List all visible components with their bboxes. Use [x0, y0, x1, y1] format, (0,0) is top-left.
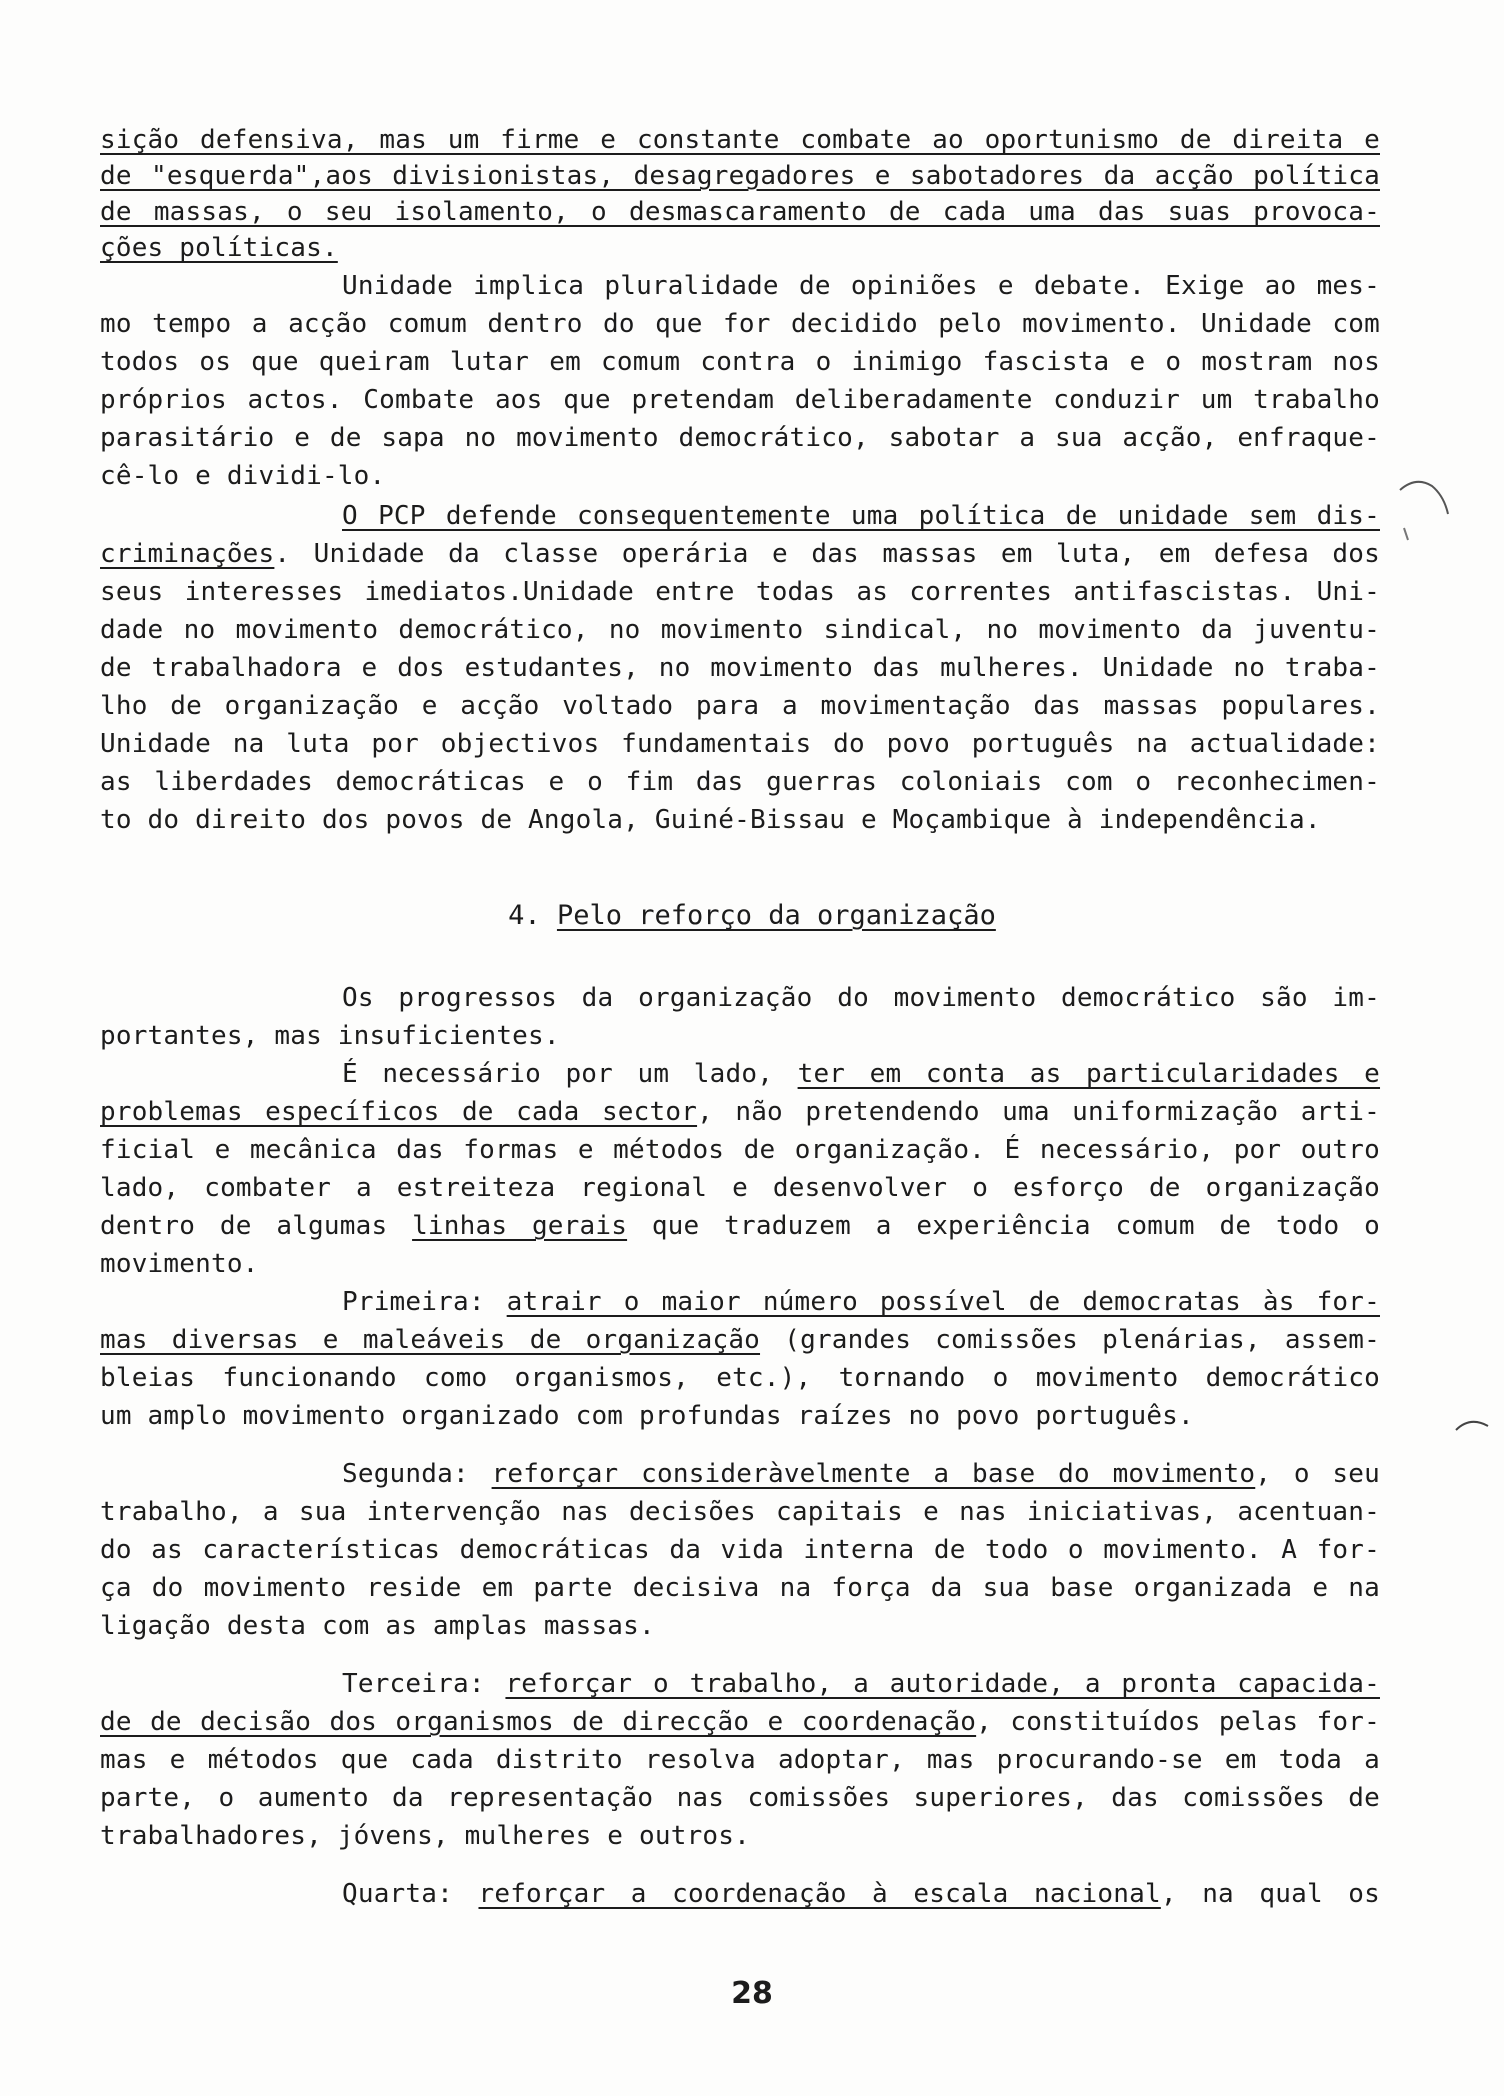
item-label: Primeira:	[342, 1287, 507, 1317]
paragraph-line: de trabalhadora e dos estudantes, no movimento das mulheres. Unidade no traba-	[100, 653, 1380, 683]
text-line: sição defensiva, mas um firme e constante combate ao oportunismo de direita e	[100, 125, 1380, 155]
paragraph-line	[100, 1704, 1380, 1740]
paragraph-text: que traduzem a experiência comum de todo o	[627, 1211, 1380, 1241]
margin-pen-mark	[1396, 470, 1456, 550]
underlined-text: linhas gerais	[412, 1211, 628, 1241]
paragraph-line: as liberdades democráticas e o fim das guerras coloniais com o reconhecimen-	[100, 767, 1380, 797]
paragraph-line: um amplo movimento organizado com profundas raízes no povo português.	[100, 1401, 1194, 1431]
paragraph-line: próprios actos. Combate aos que pretendam deliberadamente conduzir um trabalho	[100, 385, 1380, 415]
section-title: Pelo reforço da organização	[556, 900, 996, 931]
paragraph-text: , o seu	[1255, 1459, 1380, 1489]
underlined-text: de de decisão dos organismos de direcção e coordenação	[100, 1707, 977, 1737]
underlined-text: ter em conta as particularidades e	[797, 1059, 1381, 1089]
paragraph-line: to do direito dos povos de Angola, Guiné-Bissau e Moçambique à independência.	[100, 805, 1321, 835]
paragraph-line	[342, 1876, 1380, 1912]
paragraph-text: dentro de algumas	[100, 1211, 413, 1241]
paragraph-text: . Unidade da classe operária e das massas em luta, em defesa dos	[274, 539, 1380, 569]
paragraph-line: dade no movimento democrático, no movimento sindical, no movimento da juventu-	[100, 615, 1380, 645]
paragraph-text: (grandes comissões plenárias, assem-	[760, 1325, 1380, 1355]
margin-pen-mark	[1454, 1410, 1494, 1440]
paragraph-line: todos os que queiram lutar em comum contra o inimigo fascista e o mostram nos	[100, 347, 1380, 377]
item-label: Quarta:	[342, 1879, 479, 1909]
paragraph-line	[342, 1284, 1380, 1320]
paragraph-text: É necessário por um lado,	[342, 1059, 798, 1089]
underlined-text: atrair o maior número possível de democratas às for-	[506, 1287, 1380, 1317]
paragraph-line: portantes, mas insuficientes.	[100, 1021, 560, 1051]
underlined-text: mas diversas e maleáveis de organização	[100, 1325, 761, 1355]
paragraph-line: bleias funcionando como organismos, etc.), tornando o movimento democrático	[100, 1363, 1380, 1393]
paragraph-line: ligação desta com as amplas massas.	[100, 1611, 655, 1641]
paragraph-line	[100, 1094, 1380, 1130]
underlined-text: criminações	[100, 539, 275, 569]
paragraph-text: , constituídos pelas for-	[976, 1707, 1380, 1737]
paragraph-text: , na qual os	[1160, 1879, 1381, 1909]
paragraph-line	[100, 536, 1380, 572]
paragraph-line: O PCP defende consequentemente uma política de unidade sem dis-	[342, 501, 1380, 531]
paragraph-line: cê-lo e dividi-lo.	[100, 461, 386, 491]
paragraph-line	[342, 1056, 1380, 1092]
paragraph-line: Unidade na luta por objectivos fundamentais do povo português na actualidade:	[100, 729, 1380, 759]
paragraph-line: parte, o aumento da representação nas comissões superiores, das comissões de	[100, 1783, 1380, 1813]
paragraph-line: lado, combater a estreiteza regional e desenvolver o esforço de organização	[100, 1173, 1380, 1203]
paragraph-line: Unidade implica pluralidade de opiniões e debate. Exige ao mes-	[342, 271, 1380, 301]
paragraph-text: , não pretendendo uma uniformização arti-	[697, 1097, 1380, 1127]
section-number: 4.	[508, 900, 541, 931]
paragraph-line: lho de organização e acção voltado para a movimentação das massas populares.	[100, 691, 1380, 721]
paragraph-line: seus interesses imediatos.Unidade entre todas as correntes antifascistas. Uni-	[100, 577, 1380, 607]
paragraph-line: ça do movimento reside em parte decisiva na força da sua base organizada e na	[100, 1573, 1380, 1603]
paragraph-line: parasitário e de sapa no movimento democrático, sabotar a sua acção, enfraque-	[100, 423, 1380, 453]
underlined-text: reforçar a coordenação à escala nacional	[478, 1879, 1161, 1909]
paragraph-line: movimento.	[100, 1249, 259, 1279]
underlined-text: reforçar o trabalho, a autoridade, a pronta capacida-	[505, 1669, 1380, 1699]
paragraph-line	[100, 1208, 1380, 1244]
underlined-text: ções políticas.	[100, 233, 338, 263]
paragraph-line	[342, 1456, 1380, 1492]
paragraph-line	[342, 1666, 1380, 1702]
paragraph-line: trabalhadores, jóvens, mulheres e outros.	[100, 1821, 750, 1851]
item-label: Terceira:	[342, 1669, 506, 1699]
page-number: 28	[731, 1976, 773, 2011]
paragraph-line: ficial e mecânica das formas e métodos de organização. É necessário, por outro	[100, 1135, 1380, 1165]
paragraph-line: trabalho, a sua intervenção nas decisões capitais e nas iniciativas, acentuan-	[100, 1497, 1380, 1527]
paragraph-line: do as características democráticas da vida interna de todo o movimento. A for-	[100, 1535, 1380, 1565]
paragraph-line: mo tempo a acção comum dentro do que for decidido pelo movimento. Unidade com	[100, 309, 1380, 339]
underlined-text: reforçar consideràvelmente a base do movimento	[491, 1459, 1256, 1489]
underlined-text: problemas específicos de cada sector	[100, 1097, 698, 1127]
section-heading	[0, 896, 1504, 936]
paragraph-line	[100, 1322, 1380, 1358]
text-line	[100, 230, 1380, 266]
paragraph-line: Os progressos da organização do movimento democrático são im-	[342, 983, 1380, 1013]
text-line: de "esquerda",aos divisionistas, desagregadores e sabotadores da acção política	[100, 161, 1380, 191]
item-label: Segunda:	[342, 1459, 492, 1489]
text-line: de massas, o seu isolamento, o desmascaramento de cada uma das suas provoca-	[100, 197, 1380, 227]
paragraph-line: mas e métodos que cada distrito resolva adoptar, mas procurando-se em toda a	[100, 1745, 1380, 1775]
